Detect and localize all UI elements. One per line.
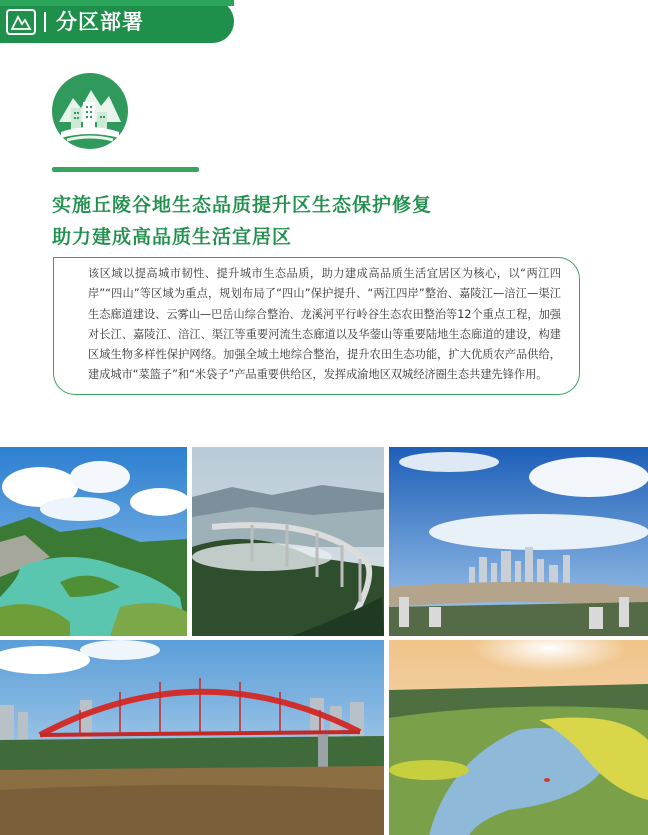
lake-valley-photo <box>0 447 187 636</box>
summary-box <box>53 257 580 395</box>
map-icon <box>6 9 36 35</box>
headline-line-1: 实施丘陵谷地生态品质提升区生态保护修复 <box>52 194 433 216</box>
header-separator <box>44 12 46 32</box>
viaduct-mountain-photo <box>192 447 384 636</box>
city-skyline-photo <box>389 447 648 636</box>
summary-text: 该区域以提高城市韧性、提升城市生态品质，助力建成高品质生活宜居区为核心，以“两江四岸”“四山”等区域为重点，规划布局了“四山”保护提升、“两江四岸”整治、嘉陵江—涪江—渠江生态廊道建设、云雾山—巴岳山综合整治、龙溪河平行岭谷生态农田整治等12个重点工程，加强对长江、嘉陵江、涪江、渠江等重要河流生态廊道以及华蓥山等重要陆地生态廊道的建设，构建区域生物多样性保护网络。加强全域土地综合整治，提升农田生态功能，扩大优质农产品供给，建成城市“菜篮子”和“米袋子”产品重要供给区，发挥成渝地区双城经济圈生态共建先锋作用。 <box>88 267 561 382</box>
city-mountain-emblem-icon <box>51 72 129 150</box>
red-arch-bridge-photo <box>0 640 384 835</box>
title-rule <box>52 167 199 172</box>
headline-line-2: 助力建成高品质生活宜居区 <box>52 226 293 248</box>
wetland-sunset-photo <box>389 640 648 835</box>
section-header <box>0 0 234 43</box>
section-title: 分区部署 <box>56 10 144 34</box>
